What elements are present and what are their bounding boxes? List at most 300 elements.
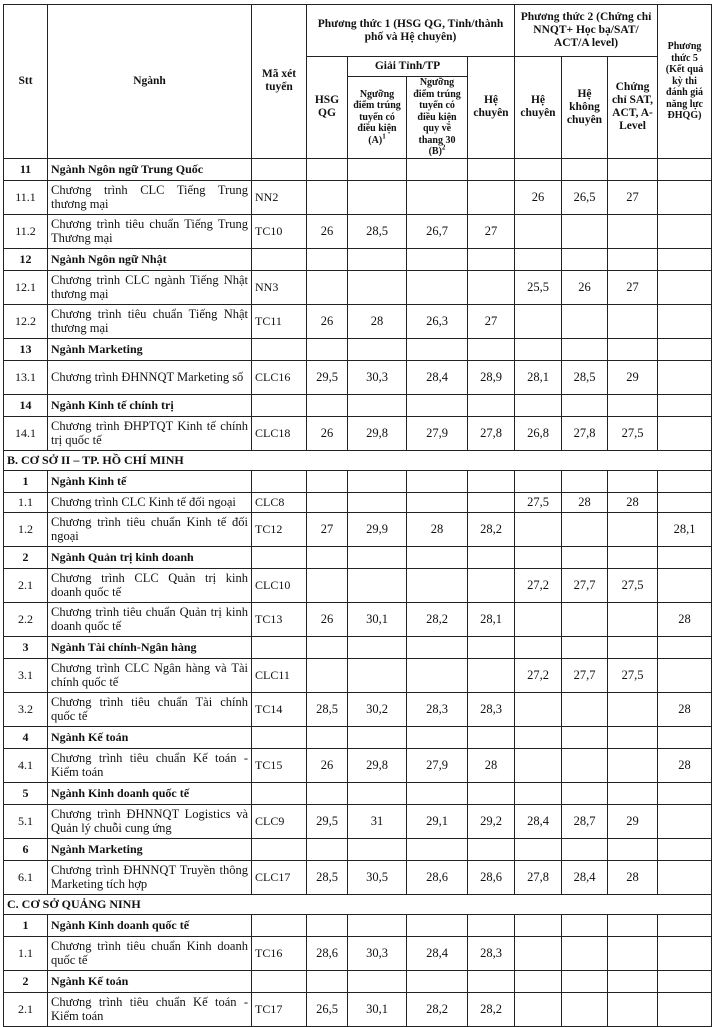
cc-cell xyxy=(608,726,658,748)
table-row xyxy=(4,512,712,546)
b-cell xyxy=(407,492,468,512)
b-cell: 26,3 xyxy=(407,304,468,338)
hc2-cell xyxy=(515,512,562,546)
cc-cell: 27,5 xyxy=(608,658,658,692)
stt-cell: 1.1 xyxy=(4,936,48,970)
a-cell xyxy=(348,726,407,748)
pt5-cell xyxy=(658,992,712,1026)
hc2-cell xyxy=(515,470,562,492)
a-cell: 30,2 xyxy=(348,692,407,726)
hsg-cell xyxy=(307,338,348,360)
code-cell: TC11 xyxy=(252,304,307,338)
hc2-cell xyxy=(515,838,562,860)
a-cell xyxy=(348,394,407,416)
hc1-cell xyxy=(468,248,515,270)
hc2-cell: 27,8 xyxy=(515,860,562,894)
stt-cell: 3.1 xyxy=(4,658,48,692)
hc2-cell xyxy=(515,158,562,180)
hc2-cell: 26 xyxy=(515,180,562,214)
hc1-cell xyxy=(468,636,515,658)
stt-cell: 12.2 xyxy=(4,304,48,338)
code-cell: CLC16 xyxy=(252,360,307,394)
program-name-cell: Chương trình tiêu chuẩn Kinh doanh quốc tế xyxy=(48,936,252,970)
a-cell: 28,5 xyxy=(348,214,407,248)
stt-cell: 5 xyxy=(4,782,48,804)
program-name-cell: Chương trình ĐHNNQT Logistics và Quản lý chuỗi cung ứng xyxy=(48,804,252,838)
major-name-cell: Ngành Kinh doanh quốc tế xyxy=(48,782,252,804)
hc1-cell xyxy=(468,838,515,860)
header-phuong-thuc-2: Phương thức 2 (Chứng chỉ NNQT+ Học bạ/SAT/ ACT/A level) xyxy=(515,5,658,57)
hc1-cell: 27,8 xyxy=(468,416,515,450)
hc2-cell: 27,2 xyxy=(515,658,562,692)
hc2-cell xyxy=(515,546,562,568)
hkc-cell xyxy=(562,248,608,270)
table-row xyxy=(4,180,712,214)
b-cell xyxy=(407,158,468,180)
hc1-cell: 28,3 xyxy=(468,936,515,970)
pt5-cell xyxy=(658,936,712,970)
cc-cell xyxy=(608,546,658,568)
hc1-cell xyxy=(468,338,515,360)
table-row xyxy=(4,492,712,512)
a-cell xyxy=(348,180,407,214)
b-cell xyxy=(407,782,468,804)
stt-cell: 11.1 xyxy=(4,180,48,214)
a-cell xyxy=(348,492,407,512)
pt5-cell xyxy=(658,416,712,450)
section-title: B. CƠ SỞ II – TP. HỒ CHÍ MINH xyxy=(4,450,712,470)
code-cell: TC17 xyxy=(252,992,307,1026)
program-name-cell: Chương trình tiêu chuẩn Kế toán - Kiểm toán xyxy=(48,748,252,782)
section-row xyxy=(4,450,712,470)
major-row xyxy=(4,546,712,568)
hc2-cell xyxy=(515,970,562,992)
program-name-cell: Chương trình tiêu chuẩn Tiếng Nhật thương mại xyxy=(48,304,252,338)
major-row xyxy=(4,914,712,936)
hkc-cell xyxy=(562,748,608,782)
stt-cell: 2.1 xyxy=(4,992,48,1026)
cc-cell: 28 xyxy=(608,860,658,894)
stt-cell: 3.2 xyxy=(4,692,48,726)
cc-cell: 27,5 xyxy=(608,568,658,602)
pt5-cell xyxy=(658,248,712,270)
cc-cell: 28 xyxy=(608,492,658,512)
a-cell xyxy=(348,158,407,180)
hsg-cell xyxy=(307,568,348,602)
hsg-cell: 29,5 xyxy=(307,360,348,394)
b-cell xyxy=(407,470,468,492)
hc2-cell: 27,2 xyxy=(515,568,562,602)
cc-cell xyxy=(608,338,658,360)
hc1-cell: 28,6 xyxy=(468,860,515,894)
hc2-cell xyxy=(515,914,562,936)
hc1-cell: 27 xyxy=(468,304,515,338)
b-cell: 26,7 xyxy=(407,214,468,248)
b-cell xyxy=(407,338,468,360)
header-phuong-thuc-5: Phương thức 5 (Kết quả kỳ thi đánh giá năng lực ĐHQG) xyxy=(658,5,712,159)
cc-cell xyxy=(608,304,658,338)
a-cell xyxy=(348,636,407,658)
a-cell xyxy=(348,248,407,270)
stt-cell: 13 xyxy=(4,338,48,360)
code-cell xyxy=(252,726,307,748)
header-nguong-b: Ngưỡng điểm trúng tuyển có điều kiện quy về thang 30 $(B)^2$ xyxy=(407,77,468,159)
pt5-cell xyxy=(658,394,712,416)
cc-cell xyxy=(608,602,658,636)
hkc-cell: 27,7 xyxy=(562,658,608,692)
b-cell xyxy=(407,546,468,568)
b-cell: 28,3 xyxy=(407,692,468,726)
pt5-cell xyxy=(658,970,712,992)
program-name-cell: Chương trình CLC ngành Tiếng Nhật thương mại xyxy=(48,270,252,304)
cc-cell xyxy=(608,692,658,726)
hkc-cell xyxy=(562,936,608,970)
hsg-cell: 28,5 xyxy=(307,860,348,894)
pt5-cell xyxy=(658,568,712,602)
hsg-cell: 28,6 xyxy=(307,936,348,970)
stt-cell: 4.1 xyxy=(4,748,48,782)
code-cell: TC10 xyxy=(252,214,307,248)
hc2-cell: 27,5 xyxy=(515,492,562,512)
header-nguong-a: Ngưỡng điểm trúng tuyển có điều kiện $(A)^1$ xyxy=(348,77,407,159)
hc1-cell: 28,9 xyxy=(468,360,515,394)
program-name-cell: Chương trình ĐHNNQT Truyền thông Marketing tích hợp xyxy=(48,860,252,894)
table-row xyxy=(4,568,712,602)
b-cell xyxy=(407,270,468,304)
a-cell: 29,9 xyxy=(348,512,407,546)
b-cell: 28,2 xyxy=(407,992,468,1026)
hsg-cell xyxy=(307,838,348,860)
admission-scores-table xyxy=(3,4,712,1027)
code-cell xyxy=(252,248,307,270)
cc-cell xyxy=(608,636,658,658)
b-cell: 28,2 xyxy=(407,602,468,636)
major-name-cell: Ngành Marketing xyxy=(48,338,252,360)
b-cell xyxy=(407,726,468,748)
code-cell xyxy=(252,838,307,860)
program-name-cell: Chương trình tiêu chuẩn Tiếng Trung Thương mại xyxy=(48,214,252,248)
a-cell xyxy=(348,914,407,936)
hsg-cell xyxy=(307,914,348,936)
header-he-chuyen-pt2: Hệ chuyên xyxy=(515,57,562,159)
major-name-cell: Ngành Kinh tế chính trị xyxy=(48,394,252,416)
hc2-cell xyxy=(515,782,562,804)
pt5-cell: 28 xyxy=(658,748,712,782)
table-row xyxy=(4,804,712,838)
a-cell xyxy=(348,546,407,568)
hsg-cell xyxy=(307,248,348,270)
hc1-cell: 28 xyxy=(468,748,515,782)
code-cell: TC15 xyxy=(252,748,307,782)
cc-cell xyxy=(608,248,658,270)
hkc-cell xyxy=(562,338,608,360)
pt5-cell: 28 xyxy=(658,602,712,636)
program-name-cell: Chương trình CLC Quản trị kinh doanh quốc tế xyxy=(48,568,252,602)
hsg-cell xyxy=(307,658,348,692)
hkc-cell xyxy=(562,838,608,860)
major-row xyxy=(4,394,712,416)
b-cell: 28,4 xyxy=(407,360,468,394)
b-cell: 29,1 xyxy=(407,804,468,838)
hc1-cell: 28,1 xyxy=(468,602,515,636)
hkc-cell: 28 xyxy=(562,492,608,512)
hc2-cell: 26,8 xyxy=(515,416,562,450)
hkc-cell xyxy=(562,394,608,416)
hsg-cell xyxy=(307,492,348,512)
code-cell: CLC11 xyxy=(252,658,307,692)
program-name-cell: Chương trình CLC Kinh tế đối ngoại xyxy=(48,492,252,512)
table-row xyxy=(4,692,712,726)
hsg-cell xyxy=(307,394,348,416)
hc2-cell xyxy=(515,692,562,726)
hkc-cell xyxy=(562,636,608,658)
program-name-cell: Chương trình ĐHNNQT Marketing số xyxy=(48,360,252,394)
hkc-cell: 28,4 xyxy=(562,860,608,894)
stt-cell: 1 xyxy=(4,470,48,492)
table-row xyxy=(4,360,712,394)
stt-cell: 2.2 xyxy=(4,602,48,636)
hc1-cell xyxy=(468,726,515,748)
stt-cell: 12.1 xyxy=(4,270,48,304)
major-row xyxy=(4,470,712,492)
code-cell: CLC9 xyxy=(252,804,307,838)
code-cell: TC16 xyxy=(252,936,307,970)
code-cell xyxy=(252,470,307,492)
cc-cell xyxy=(608,748,658,782)
hkc-cell xyxy=(562,992,608,1026)
hc2-cell xyxy=(515,394,562,416)
hsg-cell: 26 xyxy=(307,748,348,782)
pt5-cell xyxy=(658,270,712,304)
hsg-cell: 29,5 xyxy=(307,804,348,838)
a-cell xyxy=(348,782,407,804)
hc2-cell xyxy=(515,304,562,338)
hsg-cell: 26 xyxy=(307,214,348,248)
major-row xyxy=(4,248,712,270)
a-cell: 30,3 xyxy=(348,936,407,970)
header-he-khong-chuyen: Hệ không chuyên xyxy=(562,57,608,159)
b-cell xyxy=(407,568,468,602)
pt5-cell xyxy=(658,636,712,658)
hkc-cell xyxy=(562,914,608,936)
a-cell xyxy=(348,470,407,492)
hc1-cell xyxy=(468,158,515,180)
table-row xyxy=(4,416,712,450)
b-cell xyxy=(407,394,468,416)
hc2-cell xyxy=(515,214,562,248)
b-cell xyxy=(407,970,468,992)
stt-cell: 1 xyxy=(4,914,48,936)
a-cell: 30,5 xyxy=(348,860,407,894)
program-name-cell: Chương trình tiêu chuẩn Tài chính quốc tế xyxy=(48,692,252,726)
hkc-cell xyxy=(562,512,608,546)
code-cell: CLC17 xyxy=(252,860,307,894)
a-cell: 28 xyxy=(348,304,407,338)
hkc-cell xyxy=(562,970,608,992)
program-name-cell: Chương trình tiêu chuẩn Kinh tế đối ngoại xyxy=(48,512,252,546)
major-name-cell: Ngành Ngôn ngữ Nhật xyxy=(48,248,252,270)
stt-cell: 6.1 xyxy=(4,860,48,894)
code-cell: NN3 xyxy=(252,270,307,304)
major-row xyxy=(4,338,712,360)
hkc-cell xyxy=(562,726,608,748)
hc1-cell xyxy=(468,492,515,512)
pt5-cell xyxy=(658,726,712,748)
pt5-cell xyxy=(658,470,712,492)
header-stt: Stt xyxy=(4,5,48,159)
cc-cell xyxy=(608,470,658,492)
program-name-cell: Chương trình CLC Ngân hàng và Tài chính quốc tế xyxy=(48,658,252,692)
hkc-cell xyxy=(562,304,608,338)
table-row xyxy=(4,270,712,304)
hsg-cell xyxy=(307,158,348,180)
header-hsg-qg: HSG QG xyxy=(307,57,348,159)
pt5-cell xyxy=(658,180,712,214)
major-row xyxy=(4,838,712,860)
pt5-cell xyxy=(658,304,712,338)
code-cell xyxy=(252,158,307,180)
hc2-cell: 28,1 xyxy=(515,360,562,394)
hc1-cell xyxy=(468,970,515,992)
stt-cell: 14 xyxy=(4,394,48,416)
cc-cell xyxy=(608,838,658,860)
stt-cell: 4 xyxy=(4,726,48,748)
stt-cell: 12 xyxy=(4,248,48,270)
stt-cell: 2 xyxy=(4,546,48,568)
stt-cell: 13.1 xyxy=(4,360,48,394)
cc-cell: 27,5 xyxy=(608,416,658,450)
major-name-cell: Ngành Ngôn ngữ Trung Quốc xyxy=(48,158,252,180)
major-name-cell: Ngành Kinh doanh quốc tế xyxy=(48,914,252,936)
major-row xyxy=(4,970,712,992)
b-cell: 28,4 xyxy=(407,936,468,970)
cc-cell xyxy=(608,936,658,970)
program-name-cell: Chương trình tiêu chuẩn Kế toán - Kiểm toán xyxy=(48,992,252,1026)
pt5-cell xyxy=(658,360,712,394)
hc1-cell xyxy=(468,782,515,804)
hsg-cell xyxy=(307,180,348,214)
code-cell xyxy=(252,914,307,936)
hsg-cell: 27 xyxy=(307,512,348,546)
pt5-cell xyxy=(658,838,712,860)
hc1-cell xyxy=(468,470,515,492)
program-name-cell: Chương trình CLC Tiếng Trung thương mại xyxy=(48,180,252,214)
hc1-cell: 28,2 xyxy=(468,992,515,1026)
b-cell: 27,9 xyxy=(407,416,468,450)
header-ma-xet-tuyen: Mã xét tuyển xyxy=(252,5,307,159)
hc1-cell: 27 xyxy=(468,214,515,248)
hc1-cell xyxy=(468,658,515,692)
hc1-cell xyxy=(468,270,515,304)
b-cell xyxy=(407,658,468,692)
a-cell: 30,1 xyxy=(348,992,407,1026)
table-row xyxy=(4,936,712,970)
hc2-cell xyxy=(515,248,562,270)
hc1-cell: 28,3 xyxy=(468,692,515,726)
hsg-cell: 26 xyxy=(307,602,348,636)
hkc-cell: 28,5 xyxy=(562,360,608,394)
a-cell xyxy=(348,568,407,602)
cc-cell xyxy=(608,394,658,416)
code-cell xyxy=(252,636,307,658)
hsg-cell: 28,5 xyxy=(307,692,348,726)
code-cell: TC14 xyxy=(252,692,307,726)
a-cell: 31 xyxy=(348,804,407,838)
hkc-cell xyxy=(562,470,608,492)
pt5-cell: 28 xyxy=(658,692,712,726)
hkc-cell: 27,8 xyxy=(562,416,608,450)
pt5-cell xyxy=(658,338,712,360)
stt-cell: 3 xyxy=(4,636,48,658)
code-cell xyxy=(252,394,307,416)
stt-cell: 1.1 xyxy=(4,492,48,512)
hkc-cell xyxy=(562,214,608,248)
a-cell: 29,8 xyxy=(348,416,407,450)
cc-cell xyxy=(608,158,658,180)
hkc-cell: 27,7 xyxy=(562,568,608,602)
major-name-cell: Ngành Kinh tế xyxy=(48,470,252,492)
b-cell xyxy=(407,838,468,860)
table-row xyxy=(4,214,712,248)
hsg-cell xyxy=(307,546,348,568)
hc2-cell xyxy=(515,748,562,782)
code-cell: CLC8 xyxy=(252,492,307,512)
table-body xyxy=(4,158,712,1026)
b-cell: 28,6 xyxy=(407,860,468,894)
pt5-cell xyxy=(658,214,712,248)
cc-cell xyxy=(608,512,658,546)
cc-cell xyxy=(608,914,658,936)
stt-cell: 11.2 xyxy=(4,214,48,248)
major-name-cell: Ngành Quản trị kinh doanh xyxy=(48,546,252,568)
code-cell xyxy=(252,782,307,804)
table-row xyxy=(4,992,712,1026)
major-row xyxy=(4,636,712,658)
cc-cell xyxy=(608,992,658,1026)
hc2-cell xyxy=(515,338,562,360)
hc2-cell xyxy=(515,992,562,1026)
table-row xyxy=(4,860,712,894)
hkc-cell: 26 xyxy=(562,270,608,304)
cc-cell xyxy=(608,782,658,804)
header-giai-tinh: Giải Tỉnh/TP xyxy=(348,57,468,77)
a-cell xyxy=(348,658,407,692)
cc-cell: 27 xyxy=(608,180,658,214)
hsg-cell: 26 xyxy=(307,304,348,338)
hsg-cell xyxy=(307,726,348,748)
hsg-cell xyxy=(307,970,348,992)
major-name-cell: Ngành Kế toán xyxy=(48,726,252,748)
a-cell: 30,3 xyxy=(348,360,407,394)
hc2-cell xyxy=(515,602,562,636)
hc1-cell xyxy=(468,546,515,568)
stt-cell: 11 xyxy=(4,158,48,180)
hkc-cell xyxy=(562,546,608,568)
header-he-chuyen-pt1: Hệ chuyên xyxy=(468,57,515,159)
stt-cell: 14.1 xyxy=(4,416,48,450)
hkc-cell xyxy=(562,602,608,636)
hc2-cell xyxy=(515,936,562,970)
pt5-cell: 28,1 xyxy=(658,512,712,546)
pt5-cell xyxy=(658,546,712,568)
hkc-cell: 26,5 xyxy=(562,180,608,214)
section-row xyxy=(4,894,712,914)
code-cell: TC12 xyxy=(252,512,307,546)
cc-cell xyxy=(608,214,658,248)
a-cell xyxy=(348,338,407,360)
pt5-cell xyxy=(658,158,712,180)
hsg-cell xyxy=(307,636,348,658)
